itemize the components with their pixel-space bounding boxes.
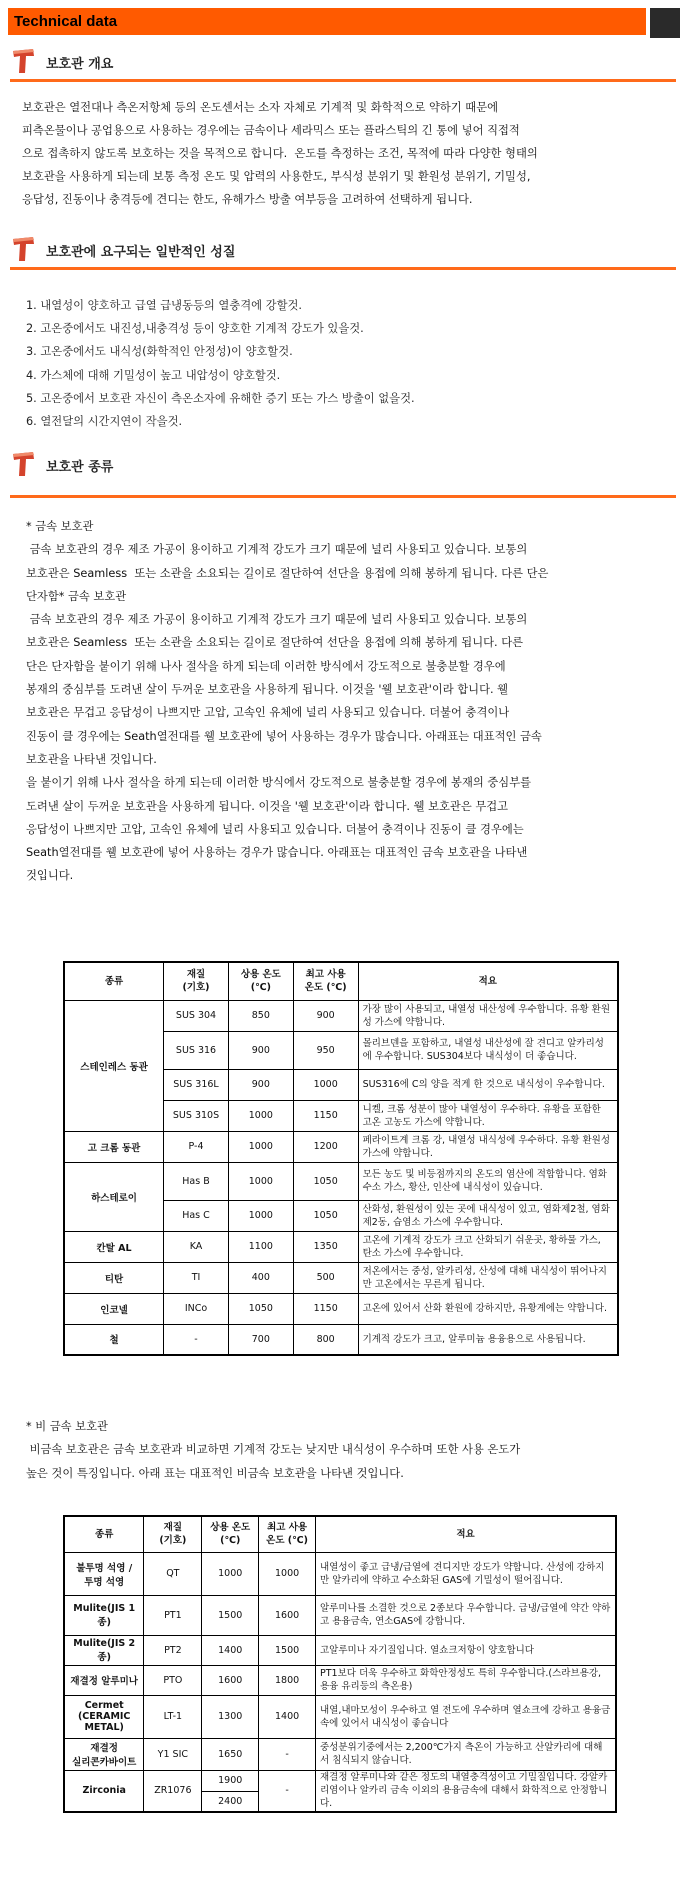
column-header: 재질 (기호) — [164, 962, 229, 1000]
value-cell: 900 — [228, 1069, 293, 1100]
text-line: Seath열전대를 웰 보호관에 넣어 사용하는 경우가 많습니다. 아래표는 대표적인 금속 보호관을 나타낸 — [26, 846, 528, 860]
value-cell: LT-1 — [144, 1695, 202, 1738]
property-item: 2. 고온중에서도 내진성,내충격성 등이 양호한 기계적 강도가 있을것. — [26, 322, 364, 336]
text-line: 비금속 보호관은 금속 보호관과 비교하면 기계적 강도는 낮지만 내식성이 우수하며 또한 사용 온도가 — [26, 1443, 521, 1457]
value-cell: 900 — [228, 1031, 293, 1069]
t-logo-icon — [12, 48, 36, 74]
text-line: 보호관을 사용하게 되는데 보통 측정 온도 및 압력의 사용한도, 부식성 분위기 및 환원성 분위기, 기밀성, — [22, 170, 531, 183]
text-line: * 비 금속 보호관 — [26, 1420, 108, 1433]
value-cell: QT — [144, 1552, 202, 1595]
value-cell: SUS 316L — [164, 1069, 229, 1100]
description-cell: 중성분위기중에서는 2,200℃가지 측온이 가능하고 산알카리에 대해서 침식되지 않습니다. — [316, 1738, 617, 1770]
material-kind-cell: Cermet (CERAMIC METAL) — [64, 1695, 144, 1738]
description-cell: 알루미나를 소결한 것으로 2종보다 우수합니다. 급냉/급열에 약간 약하고 용융금속, 연소GAS에 강합니다. — [316, 1595, 617, 1635]
table-row — [64, 1695, 616, 1738]
value-cell: 1000 — [293, 1069, 358, 1100]
table-row — [64, 1552, 616, 1595]
property-item: 4. 가스체에 대해 기밀성이 높고 내압성이 양호할것. — [26, 368, 281, 382]
table-row — [64, 1770, 616, 1791]
table-row — [64, 1635, 616, 1665]
value-cell: 1600 — [259, 1595, 316, 1635]
description-cell: 고온에 있어서 산화 환원에 강하지만, 유황계에는 약합니다. — [358, 1293, 618, 1324]
section-overview-heading — [12, 48, 682, 78]
nonmetal-paragraph — [26, 1415, 666, 1485]
table-row — [64, 1324, 618, 1355]
material-kind-cell: Mulite(JIS 2종) — [64, 1635, 144, 1665]
value-cell: 1200 — [293, 1131, 358, 1162]
description-cell: 산화성, 환원성이 있는 곳에 내식성이 있고, 염화제2철, 염화제2동, 습염소 가스에 우수합니다. — [358, 1200, 618, 1231]
text-line: 높은 것이 특징입니다. 아래 표는 대표적인 비금속 보호관을 나타낸 것입니다. — [26, 1466, 404, 1480]
value-cell: SUS 304 — [164, 1000, 229, 1031]
description-cell: 페라이트계 크롬 강, 내열성 내식성에 우수하다. 유황 환원성 가스에 약합니다. — [358, 1131, 618, 1162]
value-cell: KA — [164, 1231, 229, 1262]
column-header: 상용 온도 (℃) — [228, 962, 293, 1000]
column-header: 종류 — [64, 1516, 144, 1552]
value-cell: 1400 — [202, 1635, 259, 1665]
description-cell: 가장 많이 사용되고, 내열성 내산성에 우수합니다. 유황 환원성 가스에 약합니다. — [358, 1000, 618, 1031]
column-header: 재질 (기호) — [144, 1516, 202, 1552]
value-cell: 900 — [293, 1000, 358, 1031]
value-cell: 1500 — [202, 1595, 259, 1635]
section-types-heading — [12, 451, 682, 481]
description-cell: 재결정 알루미나와 같은 정도의 내열충격성이고 기밀질입니다. 강알카리염이나 알카리 금속 이외의 용융금속에 대해서 화학적으로 안정합니다. — [316, 1770, 617, 1812]
value-cell: 1050 — [293, 1162, 358, 1200]
table-row — [64, 1293, 618, 1324]
value-cell: TI — [164, 1262, 229, 1293]
material-kind-cell: 고 크롬 동관 — [64, 1131, 164, 1162]
value-cell: PTO — [144, 1665, 202, 1695]
t-logo-icon — [12, 451, 36, 477]
value-cell: 1000 — [228, 1131, 293, 1162]
table-row — [64, 1231, 618, 1262]
text-line: 것입니다. — [26, 869, 74, 883]
material-kind-cell: 하스테로이 — [64, 1162, 164, 1231]
description-cell: 저온에서는 중성, 알카리성, 산성에 대해 내식성이 뛰어나지만 고온에서는 무른게 됩니다. — [358, 1262, 618, 1293]
text-line: 단자함* 금속 보호관 — [26, 589, 127, 603]
description-cell: 모든 농도 및 비등점까지의 온도의 염산에 적합합니다. 염화수소 가스, 황산, 인산에 내식성이 있습니다. — [358, 1162, 618, 1200]
value-cell: 1000 — [259, 1552, 316, 1595]
value-cell: PT2 — [144, 1635, 202, 1665]
material-kind-cell: 스테인레스 동관 — [64, 1000, 164, 1131]
value-cell: 800 — [293, 1324, 358, 1355]
description-cell: 고온에 기계적 강도가 크고 산화되기 쉬운곳, 황하물 가스, 탄소 가스에 우수합니다. — [358, 1231, 618, 1262]
value-cell: 1350 — [293, 1231, 358, 1262]
value-cell: 500 — [293, 1262, 358, 1293]
value-cell: 1500 — [259, 1635, 316, 1665]
value-cell: Has B — [164, 1162, 229, 1200]
text-line: * 금속 보호관 — [26, 520, 94, 533]
value-cell: 1000 — [228, 1162, 293, 1200]
material-kind-cell: 재결정 알루미나 — [64, 1665, 144, 1695]
text-line: 진동이 클 경우에는 Seath열전대를 웰 보호관에 넣어 사용하는 경우가 많습니다. 아래표는 대표적인 금속 — [26, 729, 542, 743]
description-cell: SUS316에 C의 양을 적게 한 것으로 내식성이 우수합니다. — [358, 1069, 618, 1100]
description-cell: 기계적 강도가 크고, 알루미늄 용융용으로 사용됩니다. — [358, 1324, 618, 1355]
description-cell: 내열성이 좋고 급냉/급열에 견디지만 강도가 약합니다. 산성에 강하지만 알카리에 약하고 수소화된 GAS에 기밀성이 떨어집니다. — [316, 1552, 617, 1595]
value-cell: 2400 — [202, 1791, 259, 1812]
text-line: 보호관은 Seamless 또는 소관을 소요되는 길이로 절단하여 선단을 용접에 의해 봉하게 됩니다. 다른 — [26, 636, 524, 650]
text-line: 으로 접촉하지 않도록 보호하는 것을 목적으로 합니다. 온도를 측정하는 조건, 목적에 따라 다양한 형태의 — [22, 147, 538, 160]
table-row — [64, 1738, 616, 1770]
table-row — [64, 1262, 618, 1293]
description-cell: PT1보다 더욱 우수하고 화학안정성도 특히 우수합니다.(스라브용강, 용융 유리등의 측온용) — [316, 1665, 617, 1695]
value-cell: 1150 — [293, 1100, 358, 1131]
properties-list — [26, 294, 666, 433]
column-header: 최고 사용 온도 (℃) — [293, 962, 358, 1000]
table-row — [64, 1595, 616, 1635]
value-cell: 700 — [228, 1324, 293, 1355]
text-line: 보호관은 무겁고 응답성이 나쁘지만 고압, 고속인 유체에 널리 사용되고 있습니다. 더불어 충격이나 — [26, 706, 510, 720]
section-title: 보호관에 요구되는 일반적인 성질 — [46, 245, 236, 260]
value-cell: INCo — [164, 1293, 229, 1324]
value-cell: 1400 — [259, 1695, 316, 1738]
corner-block — [650, 8, 680, 38]
overview-paragraph — [22, 96, 662, 211]
metal-protection-table — [63, 961, 619, 1356]
section-title: 보호관 개요 — [46, 57, 114, 72]
section-divider — [10, 79, 676, 82]
value-cell: PT1 — [144, 1595, 202, 1635]
table-row — [64, 1131, 618, 1162]
section-divider — [10, 495, 676, 498]
value-cell: 850 — [228, 1000, 293, 1031]
column-header: 적요 — [316, 1516, 617, 1552]
value-cell: SUS 316 — [164, 1031, 229, 1069]
material-kind-cell: 인코넬 — [64, 1293, 164, 1324]
description-cell: 내열,내마모성이 우수하고 열 전도에 우수하며 열쇼크에 강하고 용융금속에 있어서 내식성이 좋습니다 — [316, 1695, 617, 1738]
property-item: 1. 내열성이 양호하고 급열 급냉동등의 열충격에 강할것. — [26, 299, 302, 312]
table-row — [64, 1162, 618, 1200]
material-kind-cell: Mulite(JIS 1종) — [64, 1595, 144, 1635]
section-title: 보호관 종류 — [46, 460, 114, 475]
text-line: 보호관을 나타낸 것입니다. — [26, 752, 157, 766]
value-cell: 1000 — [202, 1552, 259, 1595]
column-header: 적요 — [358, 962, 618, 1000]
value-cell: 1000 — [228, 1100, 293, 1131]
text-line: 금속 보호관의 경우 제조 가공이 용이하고 기계적 강도가 크기 때문에 널리 사용되고 있습니다. 보통의 — [26, 543, 528, 557]
text-line: 보호관은 Seamless 또는 소관을 소요되는 길이로 절단하여 선단을 용접에 의해 봉하게 됩니다. 다른 단은 — [26, 566, 549, 580]
description-cell: 니켈, 크롬 성분이 많아 내열성이 우수하다. 유황을 포함한 고온 고농도 가스에 약합니다. — [358, 1100, 618, 1131]
value-cell: P-4 — [164, 1131, 229, 1162]
header-banner — [8, 8, 646, 35]
property-item: 5. 고온중에서 보호관 자신이 측온소자에 유해한 증기 또는 가스 방출이 없을것. — [26, 391, 415, 405]
material-kind-cell: 불투명 석영 / 투명 석영 — [64, 1552, 144, 1595]
value-cell: Y1 SIC — [144, 1738, 202, 1770]
column-header: 상용 온도 (℃) — [202, 1516, 259, 1552]
column-header: 종류 — [64, 962, 164, 1000]
material-kind-cell: Zirconia — [64, 1770, 144, 1812]
material-kind-cell: 칸탈 AL — [64, 1231, 164, 1262]
text-line: 보호관은 열전대나 측온저항체 등의 온도센서는 소자 자체로 기계적 및 화학적으로 약하기 때문에 — [22, 101, 499, 114]
description-cell: 몰리브덴을 포함하고, 내열성 내산성에 잘 견디고 알카리성에 우수합니다. SUS304보다 내식성이 더 좋습니다. — [358, 1031, 618, 1069]
material-kind-cell: 철 — [64, 1324, 164, 1355]
text-line: 봉재의 중심부를 도려낸 살이 두꺼운 보호관을 사용하게 됩니다. 이것을 '웰 보호관'이라 합니다. 웰 — [26, 683, 509, 697]
value-cell: 1900 — [202, 1770, 259, 1791]
value-cell: 400 — [228, 1262, 293, 1293]
value-cell: - — [259, 1770, 316, 1812]
property-item: 6. 열전달의 시간지연이 작을것. — [26, 415, 183, 429]
section-properties-heading — [12, 236, 682, 266]
value-cell: - — [164, 1324, 229, 1355]
value-cell: 1000 — [228, 1200, 293, 1231]
metal-paragraph — [26, 515, 666, 888]
value-cell: 1650 — [202, 1738, 259, 1770]
section-divider — [10, 267, 676, 270]
material-kind-cell: 티탄 — [64, 1262, 164, 1293]
value-cell: ZR1076 — [144, 1770, 202, 1812]
material-kind-cell: 재결정 실리콘카바이트 — [64, 1738, 144, 1770]
t-logo-icon — [12, 236, 36, 262]
text-line: 단은 단자함을 붙이기 위해 나사 절삭을 하게 되는데 이러한 방식에서 강도적으로 불충분할 경우에 — [26, 659, 506, 673]
nonmetal-protection-table — [63, 1515, 617, 1813]
text-line: 을 붙이기 위해 나사 절삭을 하게 되는데 이러한 방식에서 강도적으로 불충분할 경우에 봉재의 중심부를 — [26, 776, 532, 790]
value-cell: 1050 — [228, 1293, 293, 1324]
column-header: 최고 사용 온도 (℃) — [259, 1516, 316, 1552]
text-line: 금속 보호관의 경우 제조 가공이 용이하고 기계적 강도가 크기 때문에 널리 사용되고 있습니다. 보통의 — [26, 613, 528, 627]
text-line: 피측온물이나 공업용으로 사용하는 경우에는 금속이나 세라믹스 또는 플라스틱의 긴 통에 넣어 직접적 — [22, 124, 520, 137]
description-cell: 고알루미나 자기질입니다. 열쇼크저항이 양호합니다 — [316, 1635, 617, 1665]
value-cell: 1800 — [259, 1665, 316, 1695]
value-cell: 1100 — [228, 1231, 293, 1262]
text-line: 도려낸 살이 두꺼운 보호관을 사용하게 됩니다. 이것을 '웰 보호관'이라 합니다. 웰 보호관은 무겁고 — [26, 799, 509, 813]
value-cell: 950 — [293, 1031, 358, 1069]
table-row — [64, 1665, 616, 1695]
value-cell: Has C — [164, 1200, 229, 1231]
value-cell: SUS 310S — [164, 1100, 229, 1131]
text-line: 응답성, 진동이나 충격등에 견디는 한도, 유해가스 방출 여부등을 고려하여 선택하게 됩니다. — [22, 193, 473, 206]
text-line: 응답성이 나쁘지만 고압, 고속인 유체에 널리 사용되고 있습니다. 더불어 충격이나 진동이 클 경우에는 — [26, 822, 524, 836]
value-cell: - — [259, 1738, 316, 1770]
property-item: 3. 고온중에서도 내식성(화학적인 안정성)이 양호할것. — [26, 345, 293, 359]
value-cell: 1600 — [202, 1665, 259, 1695]
page-title: Technical data — [14, 13, 118, 30]
value-cell: 1050 — [293, 1200, 358, 1231]
value-cell: 1150 — [293, 1293, 358, 1324]
table-row — [64, 1000, 618, 1031]
value-cell: 1300 — [202, 1695, 259, 1738]
